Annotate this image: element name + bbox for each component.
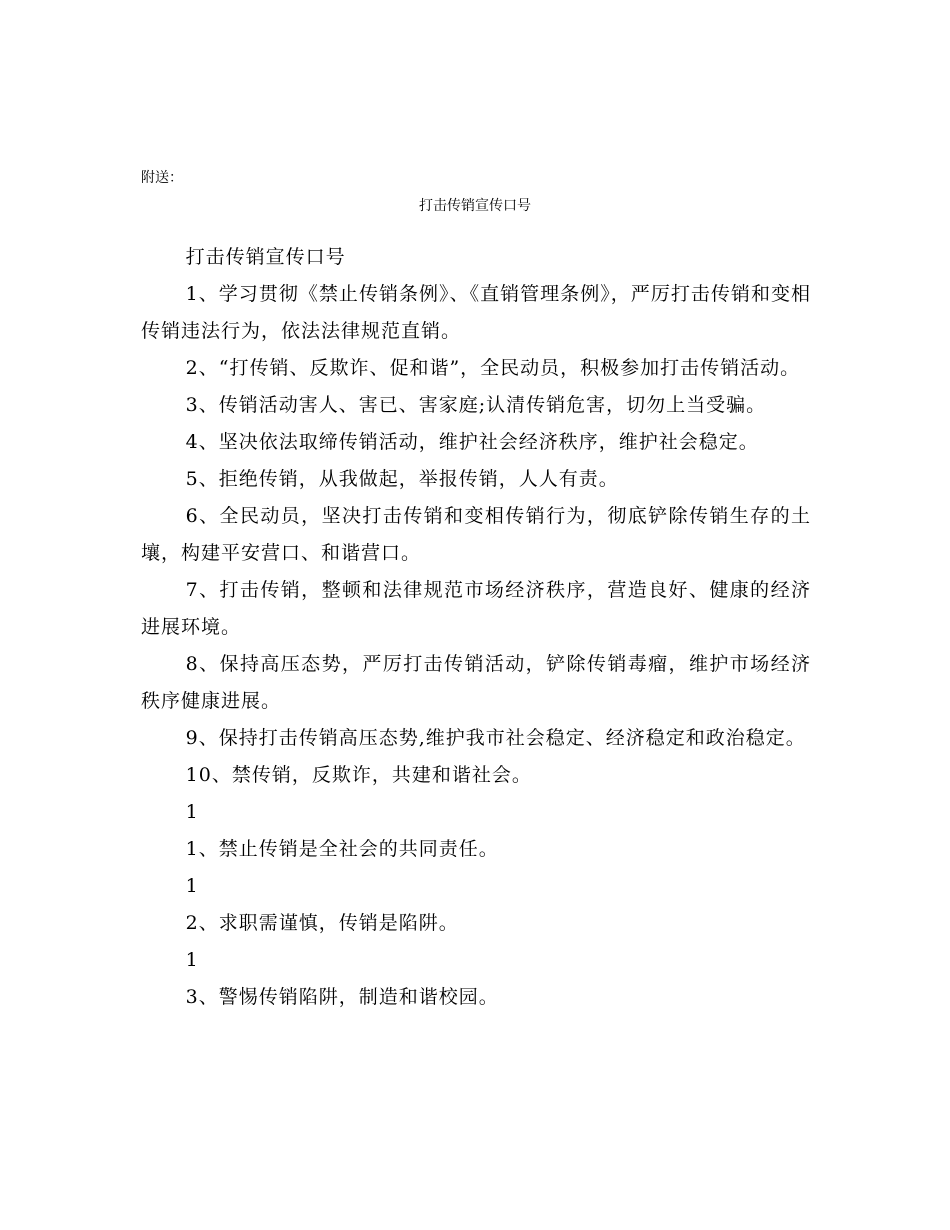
paragraph: 1、学习贯彻《禁止传销条例》、《直销管理条例》，严厉打击传销和变相传销违法行为，依法法律规范直销。 [141, 283, 811, 342]
paragraph: 6、全民动员，坚决打击传销和变相传销行为，彻底铲除传销生存的土壤，构建平安营口、和谐营口。 [141, 505, 811, 564]
paragraph: 打击传销宣传口号 [185, 246, 346, 268]
paragraph: 1 [185, 875, 199, 897]
paragraph: 4、坚决依法取缔传销活动，维护社会经济秩序，维护社会稳定。 [185, 431, 759, 453]
document-title: 打击传销宣传口号 [419, 198, 531, 214]
paragraph: 1 [185, 801, 199, 823]
paragraph: 1 [185, 949, 199, 971]
paragraph: 2、求职需谨慎，传销是陷阱。 [185, 912, 459, 934]
paragraph: 10、禁传销，反欺诈，共建和谐社会。 [185, 764, 532, 786]
paragraph: 3、警惕传销陷阱，制造和谐校园。 [185, 986, 499, 1008]
paragraph: 8、保持高压态势，严厉打击传销活动，铲除传销毒瘤，维护市场经济秩序健康进展。 [141, 653, 811, 712]
document-body [141, 239, 811, 1016]
paragraph: 5、拒绝传销，从我做起，举报传销，人人有责。 [185, 468, 619, 490]
paragraph: 9、保持打击传销高压态势,维护我市社会稳定、经济稳定和政治稳定。 [185, 727, 806, 749]
paragraph: 7、打击传销，整顿和法律规范市场经济秩序，营造良好、健康的经济进展环境。 [141, 579, 811, 638]
paragraph: 1、禁止传销是全社会的共同责任。 [185, 838, 499, 860]
attachment-label: 附送： [141, 170, 183, 186]
paragraph: 2、“打传销、反欺诈、促和谐”，全民动员，积极参加打击传销活动。 [185, 357, 801, 379]
paragraph: 3、传销活动害人、害已、害家庭;认清传销危害，切勿上当受骗。 [185, 394, 767, 416]
